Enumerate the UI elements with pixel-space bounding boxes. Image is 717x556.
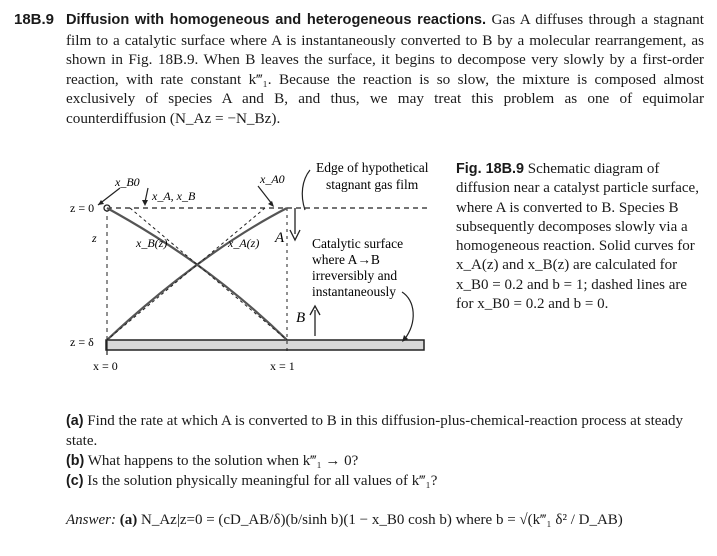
problem-number: 18B.9 — [14, 11, 55, 28]
xA-line-dashed — [107, 208, 265, 340]
question-c-label: (c) — [66, 473, 84, 489]
caption-text: Schematic diagram of diffusion near a catalyst particle surface, where A is converted to B. Species B subsequently decomposes slowly via a homogeneous reaction. Solid curves for x_A(z) and x_B(z) are calculated for x_B0 = 0.2 and b = 1; dashed lines are for x_B0 = 0.2 and b = 0. — [456, 161, 699, 313]
caption-label: Fig. 18B.9 — [456, 161, 524, 177]
label-xA-z: x_A(z) — [228, 236, 260, 250]
label-x0: x = 0 — [93, 359, 118, 373]
problem-intro — [66, 10, 704, 129]
label-xB-z: x_B(z) — [136, 236, 168, 250]
label-cat2: where A→B — [312, 252, 380, 267]
label-z: z — [92, 231, 97, 245]
label-cat1: Catalytic surface — [312, 236, 404, 251]
label-edge2: stagnant gas film — [326, 177, 419, 192]
catalytic-surface — [106, 340, 424, 350]
problem-intro-text: Gas A diffuses through a stagnant film to a catalytic surface where A is instantaneously converted to B by a molecular rearrangement, as shown in Fig. 18B.9. When B leaves the surface, it begins to decompose very slowly by a first-order reaction, with rate constant k‴₁. Because the reaction is so slow, the mixture is composed almost exclusively of species A and B, and thus, we may treat this problem as one of equimolar counterdiffusion — [66, 11, 704, 127]
label-xA0: x_A0 — [260, 172, 285, 186]
xB-line-dashed — [130, 208, 287, 340]
label-cat4: instantaneously — [312, 284, 396, 299]
answer-prefix: Answer: — [66, 512, 116, 528]
xB-curve-solid — [107, 208, 287, 340]
label-zdelta: z = δ — [70, 335, 94, 349]
question-c-text: Is the solution physically meaningful for all values of k‴₁? — [87, 473, 438, 489]
label-xB0: x_B0 — [115, 175, 140, 189]
label-edge1: Edge of hypothetical — [316, 160, 429, 175]
label-cat3: irreversibly and — [312, 268, 398, 283]
flux-relation: (N_Az = −N_Bz). — [169, 109, 281, 127]
answer-part: (a) — [119, 512, 138, 528]
label-z0: z = 0 — [70, 201, 95, 215]
label-x1: x = 1 — [270, 359, 295, 373]
label-B: B — [296, 310, 306, 326]
question-b-label: (b) — [66, 453, 85, 469]
question-a-label: (a) — [66, 413, 84, 429]
figure-18b9 — [0, 150, 450, 380]
xA-xB-arrow — [145, 188, 148, 202]
answer-formula: N_Az|z=0 = (cD_AB/δ)(b/sinh b)(1 − x_B0 cosh b) where b = √(k‴₁ δ² / D_AB) — [141, 512, 623, 528]
answer — [66, 512, 706, 548]
label-A: A — [275, 230, 285, 246]
question-c — [66, 472, 686, 492]
figure-caption — [456, 160, 702, 314]
question-a-text: Find the rate at which A is converted to B in this diffusion-plus-chemical-reaction process at steady state. — [66, 413, 684, 449]
catalytic-callout — [402, 292, 413, 340]
question-b-text: What happens to the solution when k‴₁ → 0? — [87, 453, 359, 469]
xA-curve-solid — [107, 208, 287, 340]
problem-statement — [14, 10, 704, 129]
problem-title: Diffusion with homogeneous and heterogeneous reactions. — [66, 12, 487, 28]
question-b — [66, 452, 686, 472]
edge-callout — [302, 170, 310, 210]
label-xA-xB: x_A, x_B — [152, 189, 196, 203]
question-a — [66, 412, 686, 451]
xA0-arrow — [258, 186, 272, 204]
